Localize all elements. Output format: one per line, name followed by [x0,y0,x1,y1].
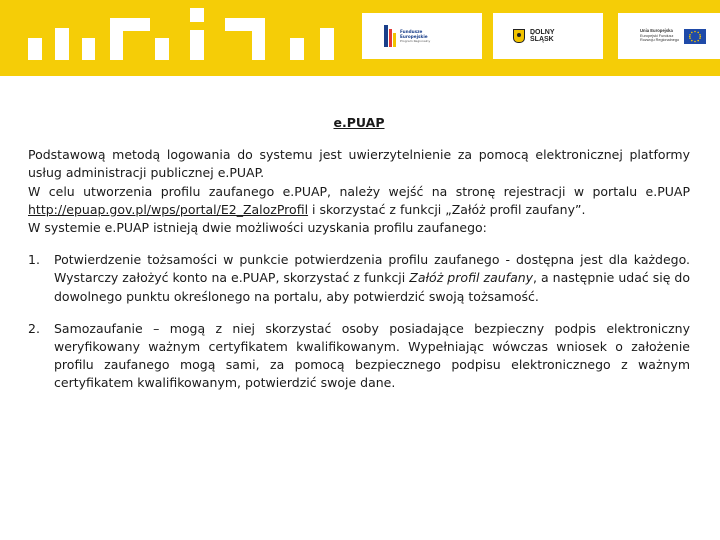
funds-logo-line2: Europejskie [400,33,428,39]
european-funds-logo [362,13,482,59]
list-item-text: Samozaufanie – mogą z niej skorzystać osoby posiadające bezpieczny podpis elektroniczny weryfikowany ważnym certyfikatem kwalifikowanym. Wypełniając wówczas wniosek o założenie profilu zaufanego mogą sami, za pomocą bezpiecznego podpisu elektronicznego z ważnym certyfikatem kwalifikowanym, potwierdzić swoje dane. [54,320,690,391]
header-banner [0,0,720,76]
page-title: e.PUAP [333,115,385,130]
eu-flag-icon [684,29,706,44]
list-item-number: 2. [28,320,40,336]
document-body [28,114,690,407]
funds-logo-subtitle: Program Regionalny [400,38,431,43]
region-logo-line1: DOLNY [530,28,555,36]
region-logo-line2: ŚLĄSK [530,36,554,43]
list-item [28,251,690,306]
epuap-link[interactable]: http://epuap.gov.pl/wps/portal/E2_ZalozProfil [28,201,309,217]
eu-logo-line2: Europejski Fundusz [640,33,674,38]
intro-line-4 [28,201,690,219]
options-list [28,251,690,392]
eu-logo-line3: Rozwoju Regionalnego [640,38,680,43]
list-item-italic-text: Załóż profil zaufany [409,270,534,286]
list-item [28,320,690,393]
intro-line-3: W celu utworzenia profilu zaufanego e.PUAP, należy wejść na stronę rejestracji w portalu e.PUAP [28,183,690,199]
list-item-number: 1. [28,252,40,268]
funds-logo-line1: Fundusze [400,28,423,34]
european-union-logo [618,13,720,59]
european-funds-emblem-icon [384,25,396,47]
intro-line-1: Podstawową metodą logowania do systemu jest uwierzytelnienie za pomocą elektronicznej platformy [28,147,690,163]
intro-paragraph [28,146,690,237]
intro-line-5: W systemie e.PUAP istnieją dwie możliwości uzyskania profilu zaufanego: [28,220,487,236]
dolny-slask-logo [493,13,603,59]
list-item-text-end: , a następnie udać się do dowolnego punktu określonego na portalu, aby potwierdzić swoją tożsamość. [54,270,690,304]
intro-line-2: usług administracji publicznej e.PUAP. [28,165,265,181]
eu-logo-line1: Unia Europejska [640,28,673,34]
banner-decoration [0,0,360,76]
list-item-text: Potwierdzenie tożsamości w punkcie potwierdzenia profilu zaufanego - dostępna jest dla każdego. Wystarczy założyć konto na e.PUAP, skorzystać z funkcji [54,252,690,286]
dolny-slask-crest-icon [513,29,525,43]
intro-line-4-rest: i skorzystać z funkcji „Załóż profil zaufany”. [308,201,586,217]
